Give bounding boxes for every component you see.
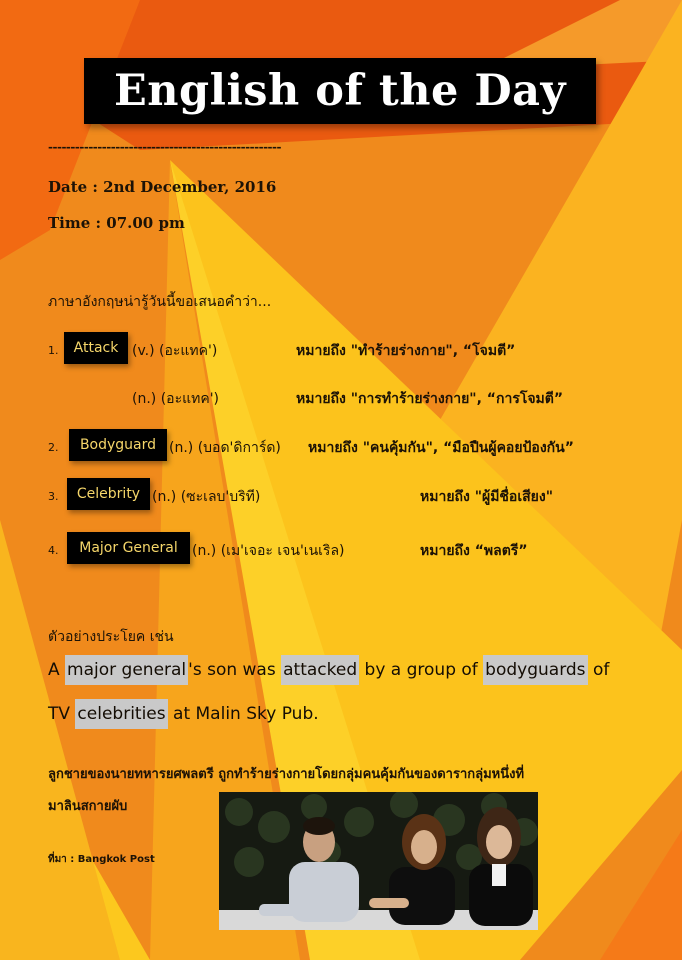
sentence-text: by a group of [359, 660, 484, 680]
highlighted-word: celebrities [75, 699, 167, 729]
entry-meaning: หมายถึง "คนคุ้มกัน", “มือปืนผู้คอยป้องกัน” [308, 440, 574, 456]
example-sentence-line-1 [48, 655, 609, 685]
sentence-text: A [48, 660, 66, 680]
entry-pos-pronunciation: (n.) (บอด'ดิการ์ด) [169, 440, 281, 456]
highlighted-word: attacked [281, 655, 359, 685]
entry-meaning: หมายถึง "ผู้มีชื่อเสียง" [420, 489, 554, 505]
news-photo [219, 792, 538, 930]
vocab-chip-major-general: Major General [67, 532, 190, 564]
time-line: Time : 07.00 pm [48, 214, 185, 232]
entry-meaning: หมายถึง "ทำร้ายร่างกาย", “โจมตี” [296, 343, 516, 359]
example-sentence-line-2 [48, 699, 319, 729]
entry-number: 2. [48, 441, 59, 454]
vocab-chip-bodyguard: Bodyguard [69, 429, 167, 461]
translation-line-2: มาลินสกายผับ [48, 799, 128, 814]
sentence-text: TV [48, 704, 76, 724]
entry-number: 3. [48, 490, 59, 503]
sentence-text: at Malin Sky Pub. [167, 704, 319, 724]
news-photo-illustration [219, 792, 538, 930]
entry-meaning: หมายถึง "การทำร้ายร่างกาย", “การโจมตี” [296, 391, 564, 407]
highlighted-word: bodyguards [483, 655, 587, 685]
title-banner [84, 58, 596, 124]
entry-number: 1. [48, 344, 59, 357]
translation-line-1: ลูกชายของนายทหารยศพลตรี ถูกทำร้ายร่างกายโดยกลุ่มคนคุ้มกันของดารากลุ่มหนึ่งที่ [48, 767, 525, 782]
intro-text: ภาษาอังกฤษน่ารู้วันนี้ขอเสนอคำว่า... [48, 294, 272, 310]
entry-pos-pronunciation: (n.) (อะแทค') [132, 391, 220, 407]
entry-pos-pronunciation: (n.) (ซะเลบ'บริที) [152, 489, 261, 505]
entry-number: 4. [48, 544, 59, 557]
example-heading: ตัวอย่างประโยค เช่น [48, 629, 174, 645]
sentence-text: of [587, 660, 610, 680]
entry-meaning: หมายถึง “พลตรี” [420, 543, 528, 559]
vocab-chip-celebrity: Celebrity [67, 478, 150, 510]
highlighted-word: major general [65, 655, 188, 685]
entry-pos-pronunciation: (v.) (อะแทค') [132, 343, 218, 359]
vocab-chip-attack: Attack [64, 332, 128, 364]
divider-line: ---------------------------------------------------- [48, 140, 281, 154]
date-line: Date : 2nd December, 2016 [48, 178, 277, 196]
page-title: English of the Day [114, 66, 566, 116]
entry-pos-pronunciation: (n.) (เม'เจอะ เจน'เนเริล) [192, 543, 345, 559]
sentence-text: 's son was [188, 660, 282, 680]
source-credit: ที่มา : Bangkok Post [48, 854, 155, 865]
